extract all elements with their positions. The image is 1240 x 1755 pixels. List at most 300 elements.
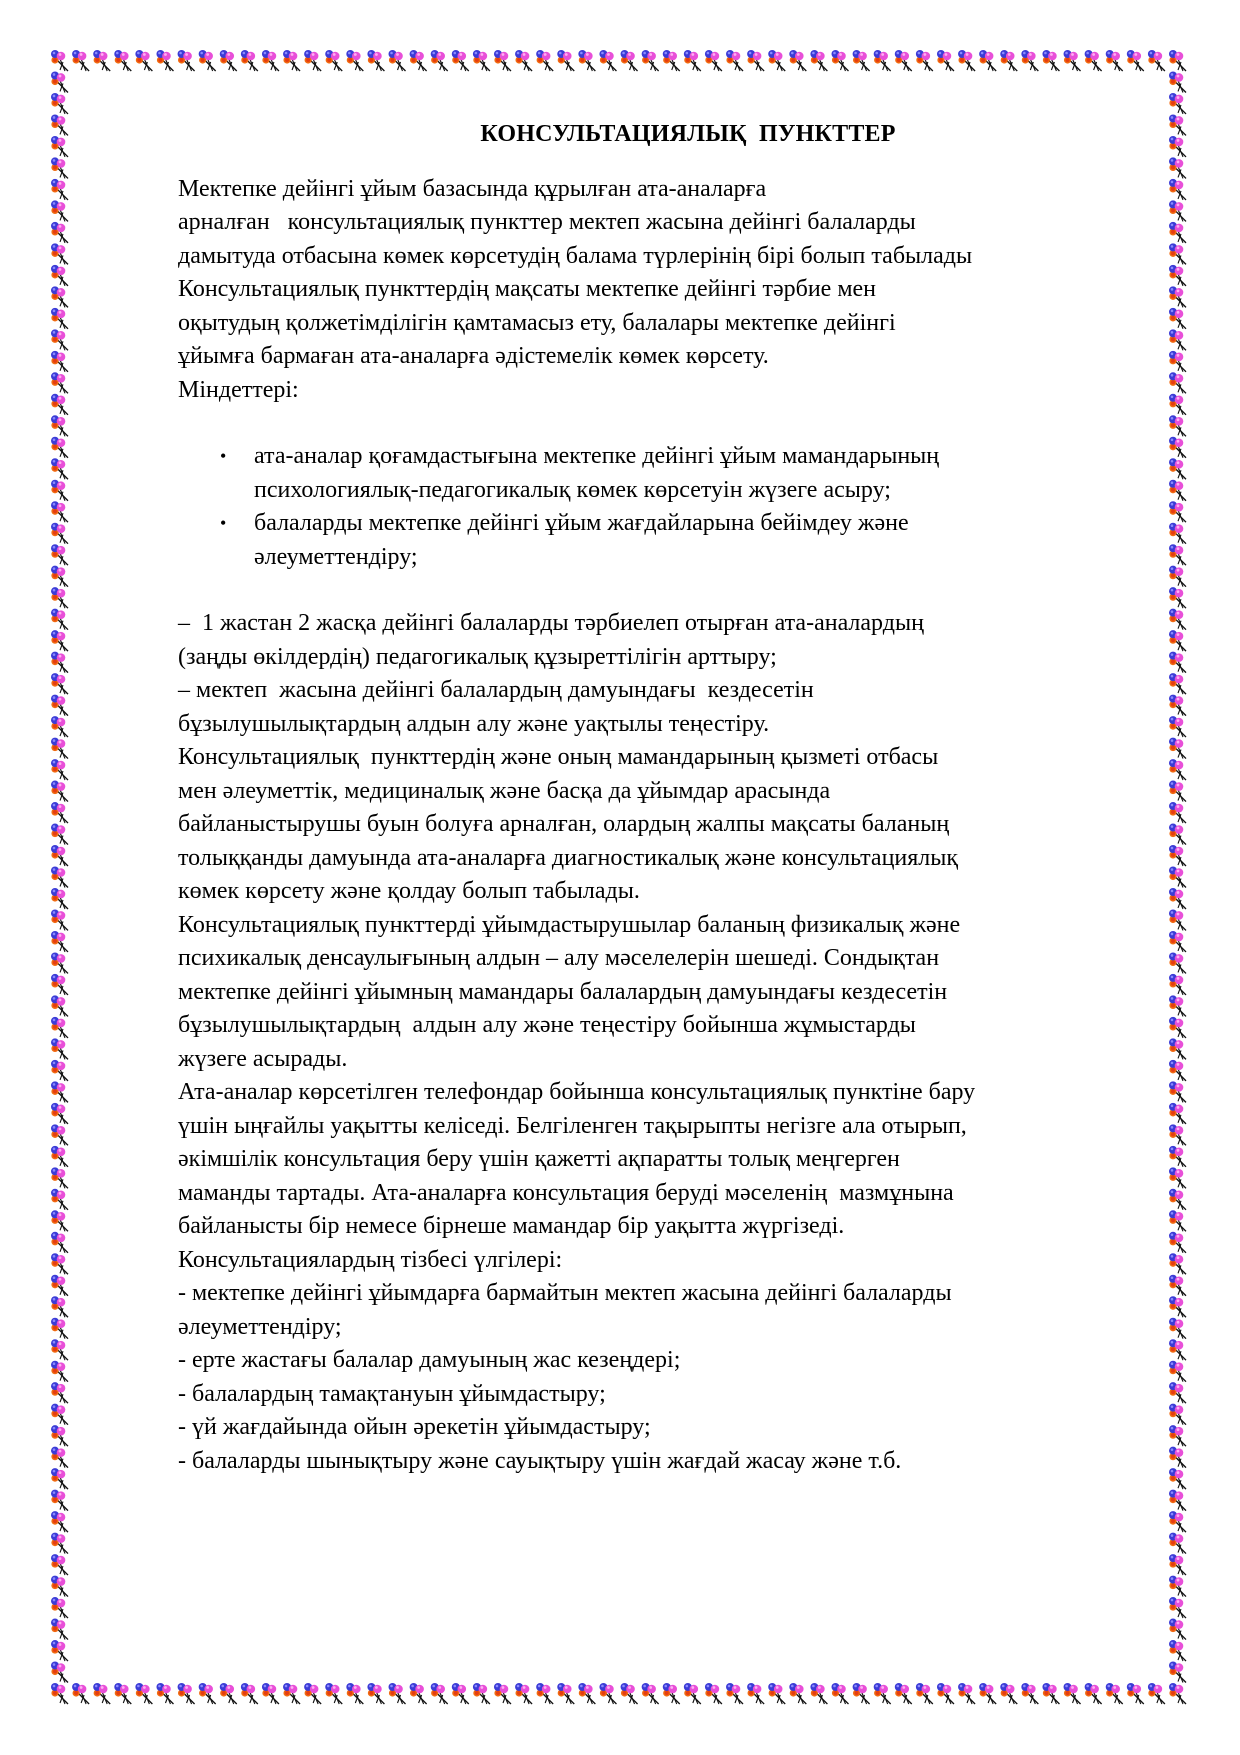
balloon-icon (51, 566, 68, 587)
balloon-icon (51, 1447, 68, 1468)
text-line: Консультациялық пункттердің мақсаты мектепке дейінгі тәрбие мен (178, 276, 877, 302)
balloon-icon (578, 1683, 595, 1704)
balloon-icon (241, 1683, 258, 1704)
text-line: Консультациялық пункттерді ұйымдастырушылар баланың физикалық және (178, 911, 961, 938)
text-line: Ата-аналар көрсетілген телефондар бойынша консультациялық пунктіне бару (178, 1079, 976, 1105)
balloon-icon (1169, 888, 1186, 909)
balloon-icon (51, 781, 68, 802)
balloon-icon (51, 93, 68, 114)
balloon-icon (1169, 1619, 1186, 1640)
balloon-icon (515, 50, 532, 71)
balloon-icon (51, 1640, 68, 1661)
document-title: КОНСУЛЬТАЦИЯЛЫҚ ПУНКТТЕР (480, 121, 896, 147)
balloon-icon (1021, 1683, 1038, 1704)
balloon-icon (1169, 738, 1186, 759)
text-line: (заңды өкілдердің) педагогикалық құзыреттілігін арттыру; (178, 643, 777, 670)
balloon-icon (1169, 1640, 1186, 1661)
text-line: Мектепке дейінгі ұйым базасында құрылған ата-аналарға (178, 175, 767, 202)
balloon-icon (51, 1167, 68, 1188)
balloon-icon (1169, 1382, 1186, 1403)
balloon-icon (1169, 1017, 1186, 1038)
balloon-icon (1169, 1189, 1186, 1210)
balloon-icon (51, 1554, 68, 1575)
balloon-icon (599, 50, 616, 71)
balloon-icon (51, 1490, 68, 1511)
balloon-icon (1169, 437, 1186, 458)
text-line: әлеуметтендіру; (178, 1313, 342, 1340)
balloon-icon (1169, 652, 1186, 673)
balloon-icon (853, 1683, 870, 1704)
bullet-line: психологиялық-педагогикалық көмек көрсетуін жүзеге асыру; (254, 476, 891, 503)
balloon-icon (684, 1683, 701, 1704)
balloon-icon (135, 1683, 152, 1704)
balloon-icon (557, 50, 574, 71)
balloon-icon (51, 437, 68, 458)
balloon-icon (1169, 265, 1186, 286)
balloon-icon (1169, 351, 1186, 372)
balloon-icon (51, 1081, 68, 1102)
text-line: оқытудың қолжетімділігін қамтамасыз ету, балалары мектепке дейінгі (178, 309, 896, 336)
balloon-icon (1169, 952, 1186, 973)
text-line: Консультациялардың тізбесі үлгілері: (178, 1246, 563, 1273)
balloon-icon (726, 50, 743, 71)
balloon-icon (1169, 1597, 1186, 1618)
balloon-icon (1169, 1576, 1186, 1597)
text-line: - балалардың тамақтануын ұйымдастыру; (178, 1380, 606, 1407)
balloon-icon (1169, 1296, 1186, 1317)
balloon-icon (51, 1210, 68, 1231)
balloon-icon (810, 1683, 827, 1704)
balloon-icon (1169, 1210, 1186, 1231)
text-line: арналған консультациялық пункттер мектеп жасына дейінгі балаларды (178, 209, 916, 235)
balloon-icon (51, 1296, 68, 1317)
balloon-icon (705, 50, 722, 71)
balloon-icon (51, 867, 68, 888)
balloon-icon (51, 1189, 68, 1210)
text-line: - мектепке дейінгі ұйымдарға бармайтын мектеп жасына дейінгі балаларды (178, 1280, 952, 1306)
balloon-icon (114, 50, 131, 71)
balloon-icon (1169, 329, 1186, 350)
balloon-icon (51, 1683, 68, 1704)
balloon-icon (410, 50, 427, 71)
balloon-icon (1169, 1038, 1186, 1059)
balloon-icon (1169, 759, 1186, 780)
balloon-icon (768, 50, 785, 71)
balloon-icon (1169, 222, 1186, 243)
balloon-icon (726, 1683, 743, 1704)
text-line: жүзеге асырады. (178, 1045, 348, 1072)
balloon-icon (599, 1683, 616, 1704)
balloon-icon (51, 738, 68, 759)
balloon-icon (452, 50, 469, 71)
balloon-icon (1169, 909, 1186, 930)
balloon-icon (1127, 50, 1144, 71)
balloon-icon (51, 1339, 68, 1360)
balloon-icon (1169, 974, 1186, 995)
balloon-icon (958, 50, 975, 71)
balloon-icon (1085, 50, 1102, 71)
balloon-icon (1169, 1447, 1186, 1468)
balloon-icon (473, 1683, 490, 1704)
balloon-icon (51, 458, 68, 479)
balloon-icon (1064, 50, 1081, 71)
text-line: бұзылушылықтардың алдын алу және теңестіру бойынша жұмыстарды (178, 1012, 916, 1038)
balloon-icon (431, 50, 448, 71)
balloon-icon (1169, 673, 1186, 694)
balloon-icon (1169, 286, 1186, 307)
balloon-icon (51, 243, 68, 264)
balloon-icon (916, 50, 933, 71)
balloon-icon (51, 1318, 68, 1339)
bullet-line: ата-аналар қоғамдастығына мектепке дейінгі ұйым мамандарының (254, 443, 940, 469)
balloon-icon (51, 1404, 68, 1425)
balloon-icon (51, 630, 68, 651)
balloon-icon (874, 50, 891, 71)
balloon-icon (51, 71, 68, 92)
balloon-icon (494, 50, 511, 71)
balloon-icon (1169, 695, 1186, 716)
balloon-icon (51, 200, 68, 221)
balloon-icon (51, 544, 68, 565)
bullet-line: әлеуметтендіру; (254, 543, 418, 570)
balloon-icon (283, 1683, 300, 1704)
balloon-icon (1169, 1490, 1186, 1511)
balloon-icon (51, 286, 68, 307)
balloon-icon (389, 50, 406, 71)
balloon-icon (831, 50, 848, 71)
bullet-line: балаларды мектепке дейінгі ұйым жағдайларына бейімдеу және (254, 510, 909, 536)
balloon-icon (51, 909, 68, 930)
balloon-icon (1148, 50, 1165, 71)
balloon-icon (199, 50, 216, 71)
balloon-icon (1169, 1339, 1186, 1360)
balloon-icon (51, 1017, 68, 1038)
balloon-icon (178, 1683, 195, 1704)
balloon-icon (51, 1361, 68, 1382)
balloon-icon (51, 1275, 68, 1296)
balloon-icon (51, 716, 68, 737)
balloon-icon (1169, 781, 1186, 802)
balloon-icon (1169, 308, 1186, 329)
balloon-icon (135, 50, 152, 71)
balloon-icon (51, 1662, 68, 1683)
balloon-icon (114, 1683, 131, 1704)
balloon-icon (51, 114, 68, 135)
balloon-icon (51, 952, 68, 973)
balloon-icon (51, 1511, 68, 1532)
balloon-icon (51, 1038, 68, 1059)
balloon-icon (789, 50, 806, 71)
balloon-icon (1042, 50, 1059, 71)
balloon-icon (1169, 1167, 1186, 1188)
balloon-icon (1169, 1103, 1186, 1124)
balloon-icon (1169, 157, 1186, 178)
intro-paragraph (178, 173, 1168, 408)
text-line: Консультациялық пункттердің және оның мамандарының қызметі отбасы (178, 744, 939, 770)
balloon-icon (1169, 243, 1186, 264)
balloon-icon (621, 50, 638, 71)
text-line: – мектеп жасына дейінгі балалардың дамуындағы кездесетін (178, 677, 814, 703)
balloon-icon (304, 1683, 321, 1704)
balloon-icon (1169, 995, 1186, 1016)
balloon-icon (1169, 458, 1186, 479)
balloon-icon (1169, 480, 1186, 501)
balloon-icon (51, 587, 68, 608)
text-line: толыққанды дамуында ата-аналарға диагностикалық және консультациялық (178, 844, 959, 871)
balloon-icon (1169, 114, 1186, 135)
balloon-icon (916, 1683, 933, 1704)
balloon-icon (1169, 1253, 1186, 1274)
balloon-icon (1169, 1232, 1186, 1253)
balloon-icon (156, 1683, 173, 1704)
balloon-icon (979, 1683, 996, 1704)
balloon-icon (51, 480, 68, 501)
balloon-icon (51, 1060, 68, 1081)
balloon-icon (853, 50, 870, 71)
text-line: мен әлеуметтік, медициналық және басқа да ұйымдар арасында (178, 777, 831, 804)
text-line: Міндеттері: (178, 376, 299, 403)
balloon-icon (51, 372, 68, 393)
balloon-icon (895, 50, 912, 71)
bullet-marker: • (220, 446, 227, 466)
balloon-icon (51, 265, 68, 286)
balloon-icon (621, 1683, 638, 1704)
balloon-icon (663, 50, 680, 71)
balloon-icon (93, 1683, 110, 1704)
text-line: байланыстырушы буын болуға арналған, олардың жалпы мақсаты баланың (178, 811, 950, 837)
balloon-icon (389, 1683, 406, 1704)
balloon-icon (1148, 1683, 1165, 1704)
body-text (178, 607, 1168, 1478)
balloon-icon (72, 1683, 89, 1704)
balloon-icon (1169, 1533, 1186, 1554)
balloon-icon (346, 50, 363, 71)
balloon-icon (1169, 1275, 1186, 1296)
text-line: әкімшілік консультация беру үшін қажетті ақпаратты толық меңгерген (178, 1146, 900, 1172)
balloon-icon (1169, 566, 1186, 587)
balloon-icon (220, 1683, 237, 1704)
balloon-icon (747, 50, 764, 71)
balloon-icon (1169, 1511, 1186, 1532)
balloon-icon (789, 1683, 806, 1704)
balloon-icon (178, 50, 195, 71)
balloon-icon (367, 50, 384, 71)
balloon-icon (578, 50, 595, 71)
balloon-icon (831, 1683, 848, 1704)
balloon-icon (262, 1683, 279, 1704)
balloon-icon (1169, 71, 1186, 92)
balloon-icon (1169, 415, 1186, 436)
text-line: мектепке дейінгі ұйымның мамандары балалардың дамуындағы кездесетін (178, 978, 948, 1005)
balloon-icon (684, 50, 701, 71)
balloon-icon (51, 759, 68, 780)
balloon-icon (473, 50, 490, 71)
balloon-icon (768, 1683, 785, 1704)
text-line: - ерте жастағы балалар дамуының жас кезеңдері; (178, 1347, 681, 1373)
balloon-icon (536, 1683, 553, 1704)
balloon-icon (51, 802, 68, 823)
document-body (178, 118, 1168, 1478)
balloon-icon (1042, 1683, 1059, 1704)
balloon-icon (51, 157, 68, 178)
balloon-icon (51, 1124, 68, 1145)
balloon-icon (705, 1683, 722, 1704)
text-line: ұйымға бармаған ата-аналарға әдістемелік көмек көрсету. (178, 343, 769, 369)
text-line: дамытуда отбасына көмек көрсетудің балама түрлерінің бірі болып табылады (178, 242, 973, 269)
balloon-icon (241, 50, 258, 71)
bullet-marker: • (220, 513, 227, 533)
balloon-icon (51, 995, 68, 1016)
balloon-icon (1169, 372, 1186, 393)
balloon-icon (1169, 1124, 1186, 1145)
balloon-icon (895, 1683, 912, 1704)
balloon-icon (1021, 50, 1038, 71)
balloon-icon (557, 1683, 574, 1704)
balloon-icon (51, 1382, 68, 1403)
text-line: маманды тартады. Ата-аналарға консультация беруді мәселенің мазмұнына (178, 1179, 954, 1206)
balloon-icon (51, 136, 68, 157)
balloon-icon (1106, 1683, 1123, 1704)
balloon-icon (642, 1683, 659, 1704)
balloon-icon (1169, 544, 1186, 565)
balloon-icon (1169, 200, 1186, 221)
balloon-icon (51, 50, 68, 71)
balloon-icon (51, 308, 68, 329)
balloon-icon (874, 1683, 891, 1704)
balloon-icon (1085, 1683, 1102, 1704)
text-line: үшін ыңғайлы уақытты келіседі. Белгіленген тақырыпты негізге ала отырып, (178, 1112, 967, 1139)
balloon-icon (1169, 501, 1186, 522)
balloon-icon (51, 652, 68, 673)
balloon-icon (51, 1533, 68, 1554)
balloon-icon (1169, 50, 1186, 71)
balloon-icon (199, 1683, 216, 1704)
balloon-icon (51, 673, 68, 694)
balloon-icon (1169, 136, 1186, 157)
balloon-icon (1169, 630, 1186, 651)
balloon-icon (51, 222, 68, 243)
balloon-icon (51, 179, 68, 200)
balloon-icon (747, 1683, 764, 1704)
duties-bullet-list (178, 440, 1168, 574)
balloon-icon (51, 415, 68, 436)
balloon-icon (346, 1683, 363, 1704)
balloon-icon (51, 394, 68, 415)
balloon-icon (1169, 523, 1186, 544)
balloon-icon (51, 501, 68, 522)
balloon-icon (51, 1425, 68, 1446)
balloon-icon (1169, 587, 1186, 608)
balloon-icon (1169, 609, 1186, 630)
balloon-icon (51, 1468, 68, 1489)
balloon-icon (72, 50, 89, 71)
balloon-icon (220, 50, 237, 71)
bullet-item (178, 507, 1168, 574)
balloon-icon (51, 695, 68, 716)
balloon-icon (1169, 394, 1186, 415)
balloon-icon (452, 1683, 469, 1704)
text-line: байланысты бір немесе бірнеше мамандар бір уақытта жүргізеді. (178, 1213, 845, 1239)
balloon-icon (1169, 1318, 1186, 1339)
balloon-icon (1064, 1683, 1081, 1704)
balloon-icon (1169, 867, 1186, 888)
balloon-icon (51, 974, 68, 995)
balloon-icon (1169, 1404, 1186, 1425)
balloon-icon (325, 50, 342, 71)
balloon-icon (51, 1597, 68, 1618)
balloon-icon (1169, 1146, 1186, 1167)
balloon-icon (1169, 1060, 1186, 1081)
text-line: көмек көрсету және қолдау болып табылады. (178, 878, 640, 904)
balloon-icon (262, 50, 279, 71)
balloon-icon (431, 1683, 448, 1704)
balloon-icon (1106, 50, 1123, 71)
balloon-icon (51, 845, 68, 866)
balloon-icon (1169, 1425, 1186, 1446)
balloon-icon (367, 1683, 384, 1704)
balloon-icon (1169, 716, 1186, 737)
balloon-icon (51, 1253, 68, 1274)
balloon-icon (51, 523, 68, 544)
balloon-icon (1169, 93, 1186, 114)
balloon-icon (1169, 802, 1186, 823)
balloon-icon (51, 824, 68, 845)
balloon-icon (51, 931, 68, 952)
balloon-icon (410, 1683, 427, 1704)
balloon-icon (979, 50, 996, 71)
balloon-icon (304, 50, 321, 71)
balloon-icon (93, 50, 110, 71)
text-line: - үй жағдайында ойын әрекетін ұйымдастыру; (178, 1414, 651, 1440)
balloon-icon (1169, 1468, 1186, 1489)
balloon-icon (937, 50, 954, 71)
balloon-icon (536, 50, 553, 71)
balloon-icon (51, 1576, 68, 1597)
balloon-icon (958, 1683, 975, 1704)
balloon-icon (810, 50, 827, 71)
balloon-icon (156, 50, 173, 71)
balloon-icon (1169, 845, 1186, 866)
balloon-icon (663, 1683, 680, 1704)
balloon-icon (283, 50, 300, 71)
balloon-icon (51, 609, 68, 630)
text-line: психикалық денсаулығының алдын – алу мәселелерін шешеді. Сондықтан (178, 945, 940, 971)
balloon-icon (51, 329, 68, 350)
text-line: - балаларды шынықтыру және сауықтыру үшін жағдай жасау және т.б. (178, 1447, 902, 1474)
balloon-icon (1169, 1662, 1186, 1683)
balloon-icon (51, 351, 68, 372)
balloon-icon (51, 1103, 68, 1124)
balloon-icon (1169, 931, 1186, 952)
balloon-icon (1127, 1683, 1144, 1704)
balloon-icon (1169, 824, 1186, 845)
balloon-icon (51, 888, 68, 909)
balloon-icon (642, 50, 659, 71)
text-line: – 1 жастан 2 жасқа дейінгі балаларды тәрбиелеп отырған ата-аналардың (178, 610, 924, 636)
balloon-icon (494, 1683, 511, 1704)
balloon-icon (51, 1232, 68, 1253)
balloon-icon (325, 1683, 342, 1704)
balloon-icon (1000, 1683, 1017, 1704)
balloon-icon (1169, 1554, 1186, 1575)
balloon-icon (51, 1146, 68, 1167)
text-line: бұзылушылықтардың алдын алу және уақтылы теңестіру. (178, 710, 770, 737)
balloon-icon (515, 1683, 532, 1704)
balloon-icon (1169, 1361, 1186, 1382)
bullet-item (178, 440, 1168, 507)
balloon-icon (51, 1619, 68, 1640)
balloon-icon (1169, 1081, 1186, 1102)
